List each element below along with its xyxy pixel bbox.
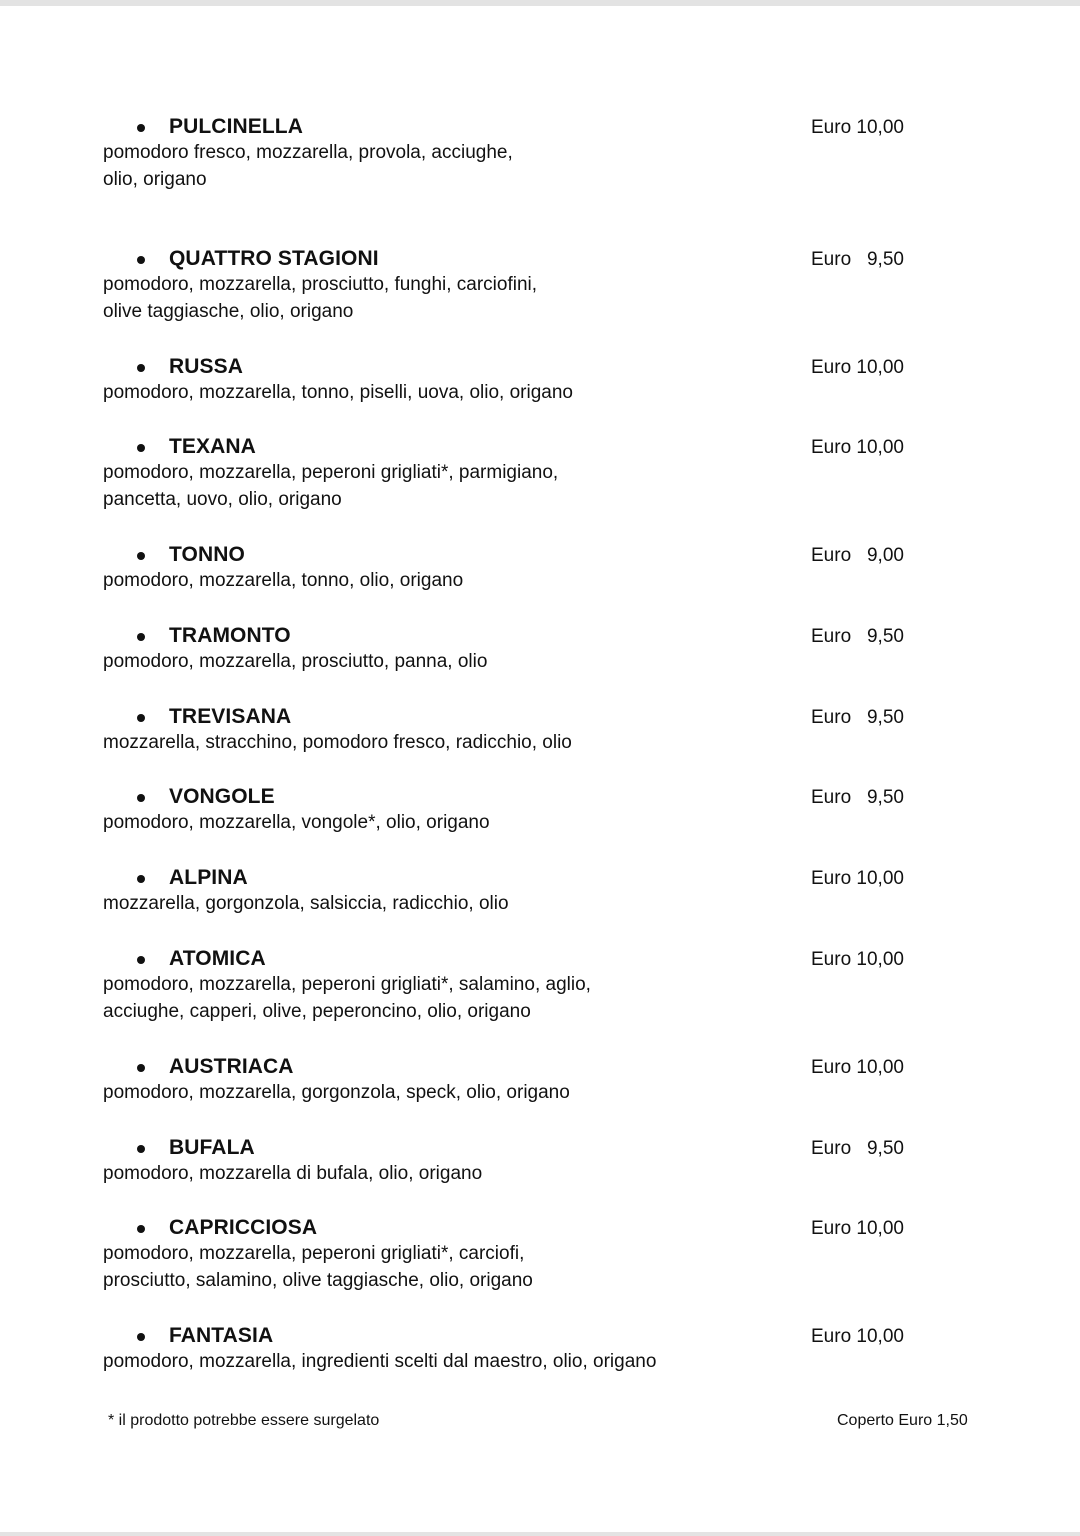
menu-item-name: TRAMONTO xyxy=(169,624,291,647)
bullet-icon xyxy=(137,875,145,883)
menu-item-name: AUSTRIACA xyxy=(169,1055,294,1078)
menu-item-description xyxy=(103,460,783,513)
description-line: pancetta, uovo, olio, origano xyxy=(103,488,342,510)
bullet-icon xyxy=(137,1333,145,1341)
menu-item-name: CAPRICCIOSA xyxy=(169,1216,318,1239)
menu-item-name: FANTASIA xyxy=(169,1324,274,1347)
menu-item-description xyxy=(103,649,783,676)
menu-item-name: TREVISANA xyxy=(169,705,292,728)
description-line: pomodoro, mozzarella, peperoni grigliati*, parmigiano, xyxy=(103,462,559,483)
bullet-icon xyxy=(137,1225,145,1233)
bullet-icon xyxy=(137,364,145,372)
menu-item-price: Euro 10,00 xyxy=(811,1218,904,1239)
description-line: pomodoro, mozzarella, tonno, piselli, uova, olio, origano xyxy=(103,382,573,403)
menu-item-price: Euro 10,00 xyxy=(811,117,904,138)
description-line: pomodoro, mozzarella, prosciutto, funghi, carciofini, xyxy=(103,274,538,295)
menu-item-price: Euro 10,00 xyxy=(811,1326,904,1347)
menu-item-description xyxy=(103,568,783,595)
description-line: pomodoro, mozzarella, peperoni grigliati*, carciofi, xyxy=(103,1243,525,1264)
bullet-icon xyxy=(137,1064,145,1072)
bullet-icon xyxy=(137,444,145,452)
menu-item-name: PULCINELLA xyxy=(169,115,303,138)
page-bottom-edge xyxy=(0,1532,1080,1536)
description-line: pomodoro, mozzarella, ingredienti scelti dal maestro, olio, origano xyxy=(103,1351,657,1372)
bullet-icon xyxy=(137,633,145,641)
menu-item-price: Euro 10,00 xyxy=(811,949,904,970)
menu-item-description xyxy=(103,810,783,837)
cover-charge: Coperto Euro 1,50 xyxy=(837,1412,968,1429)
description-line: olio, origano xyxy=(103,168,207,190)
menu-item-name: RUSSA xyxy=(169,355,244,378)
menu-item-description xyxy=(103,1080,783,1107)
menu-item-description xyxy=(103,140,783,193)
description-line: pomodoro, mozzarella, peperoni grigliati*, salamino, aglio, xyxy=(103,974,591,995)
menu-item-price: Euro 10,00 xyxy=(811,437,904,458)
bullet-icon xyxy=(137,956,145,964)
menu-item-name: BUFALA xyxy=(169,1136,255,1159)
description-line: mozzarella, gorgonzola, salsiccia, radicchio, olio xyxy=(103,893,509,914)
description-line: olive taggiasche, olio, origano xyxy=(103,300,354,322)
bullet-icon xyxy=(137,1145,145,1153)
menu-item-description xyxy=(103,380,783,407)
bullet-icon xyxy=(137,124,145,132)
description-line: mozzarella, stracchino, pomodoro fresco, radicchio, olio xyxy=(103,732,572,753)
menu-item-price: Euro 10,00 xyxy=(811,357,904,378)
bullet-icon xyxy=(137,794,145,802)
menu-item-name: TONNO xyxy=(169,543,245,566)
menu-item-price: Euro 9,50 xyxy=(811,626,904,647)
menu-item-price: Euro 9,50 xyxy=(811,707,904,728)
menu-item-description xyxy=(103,1161,783,1188)
bullet-icon xyxy=(137,552,145,560)
description-line: pomodoro, mozzarella, gorgonzola, speck, olio, origano xyxy=(103,1082,570,1103)
description-line: pomodoro, mozzarella, vongole*, olio, origano xyxy=(103,812,490,833)
bullet-icon xyxy=(137,256,145,264)
description-line: prosciutto, salamino, olive taggiasche, olio, origano xyxy=(103,1269,533,1291)
menu-item-description xyxy=(103,891,783,918)
menu-item-description xyxy=(103,1349,783,1376)
menu-item-price: Euro 9,00 xyxy=(811,545,904,566)
description-line: pomodoro, mozzarella, prosciutto, panna, olio xyxy=(103,651,488,672)
menu-item-description xyxy=(103,1241,783,1294)
bullet-icon xyxy=(137,714,145,722)
menu-item-price: Euro 10,00 xyxy=(811,1057,904,1078)
frozen-product-footnote: * il prodotto potrebbe essere surgelato xyxy=(108,1412,380,1429)
page-top-edge xyxy=(0,0,1080,6)
menu-item-description xyxy=(103,730,783,757)
menu-item-price: Euro 10,00 xyxy=(811,868,904,889)
menu-item-description xyxy=(103,272,783,325)
menu-item-name: ALPINA xyxy=(169,866,248,889)
menu-item-description xyxy=(103,972,783,1025)
menu-item-name: ATOMICA xyxy=(169,947,266,970)
menu-item-price: Euro 9,50 xyxy=(811,787,904,808)
menu-item-name: QUATTRO STAGIONI xyxy=(169,247,379,270)
description-line: acciughe, capperi, olive, peperoncino, olio, origano xyxy=(103,1000,531,1022)
menu-item-name: VONGOLE xyxy=(169,785,275,808)
menu-item-name: TEXANA xyxy=(169,435,256,458)
menu-item-price: Euro 9,50 xyxy=(811,249,904,270)
menu-item-price: Euro 9,50 xyxy=(811,1138,904,1159)
description-line: pomodoro, mozzarella di bufala, olio, origano xyxy=(103,1163,483,1184)
description-line: pomodoro, mozzarella, tonno, olio, origano xyxy=(103,570,464,591)
description-line: pomodoro fresco, mozzarella, provola, acciughe, xyxy=(103,142,513,163)
